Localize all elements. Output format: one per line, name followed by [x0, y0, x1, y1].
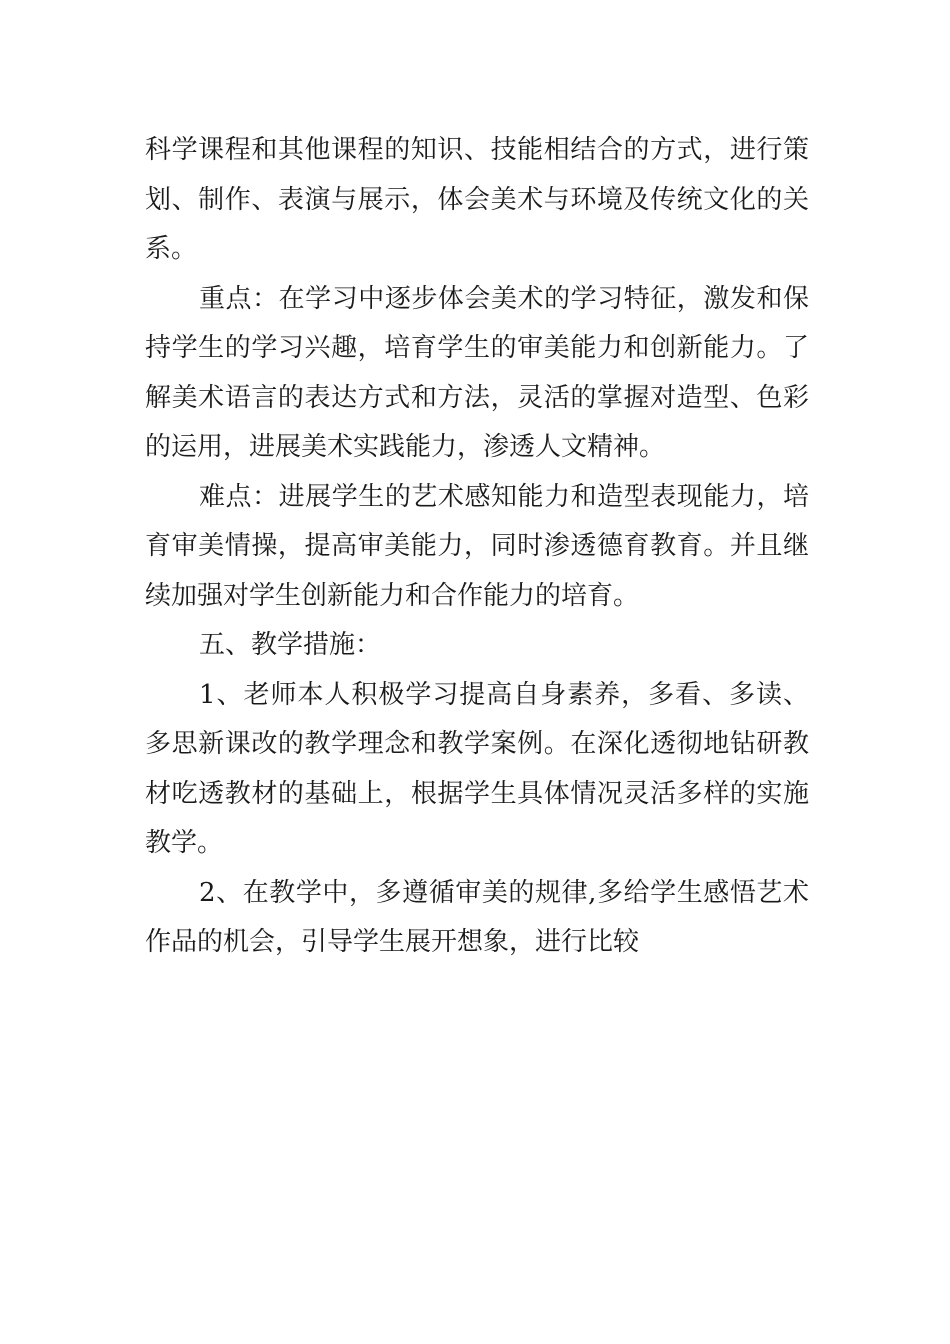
paragraph-measure-1: 1、老师本人积极学习提高自身素养，多看、多读、多思新课改的教学理念和教学案例。在深化透彻地钻研教材吃透教材的基础上，根据学生具体情况灵活多样的实施教学。 [145, 679, 809, 858]
section-heading-measures: 五、教学措施： [199, 630, 382, 660]
paragraph-difficult-points: 难点：进展学生的艺术感知能力和造型表现能力，培育审美情操，提高审美能力，同时渗透德育教育。并且继续加强对学生创新能力和合作能力的培育。 [145, 481, 809, 611]
paragraph-intro-continuation: 科学课程和其他课程的知识、技能相结合的方式，进行策划、制作、表演与展示，体会美术与环境及传统文化的关系。 [145, 135, 809, 264]
paragraph-measure-2: 2、在教学中，多遵循审美的规律,多给学生感悟艺术作品的机会，引导学生展开想象，进行比较 [145, 877, 809, 957]
paragraph-key-points: 重点：在学习中逐步体会美术的学习特征，激发和保持学生的学习兴趣，培育学生的审美能力和创新能力。了解美术语言的表达方式和方法，灵活的掌握对造型、色彩的运用，进展美术实践能力，渗透人文精神。 [145, 283, 809, 462]
document-body [145, 126, 809, 968]
